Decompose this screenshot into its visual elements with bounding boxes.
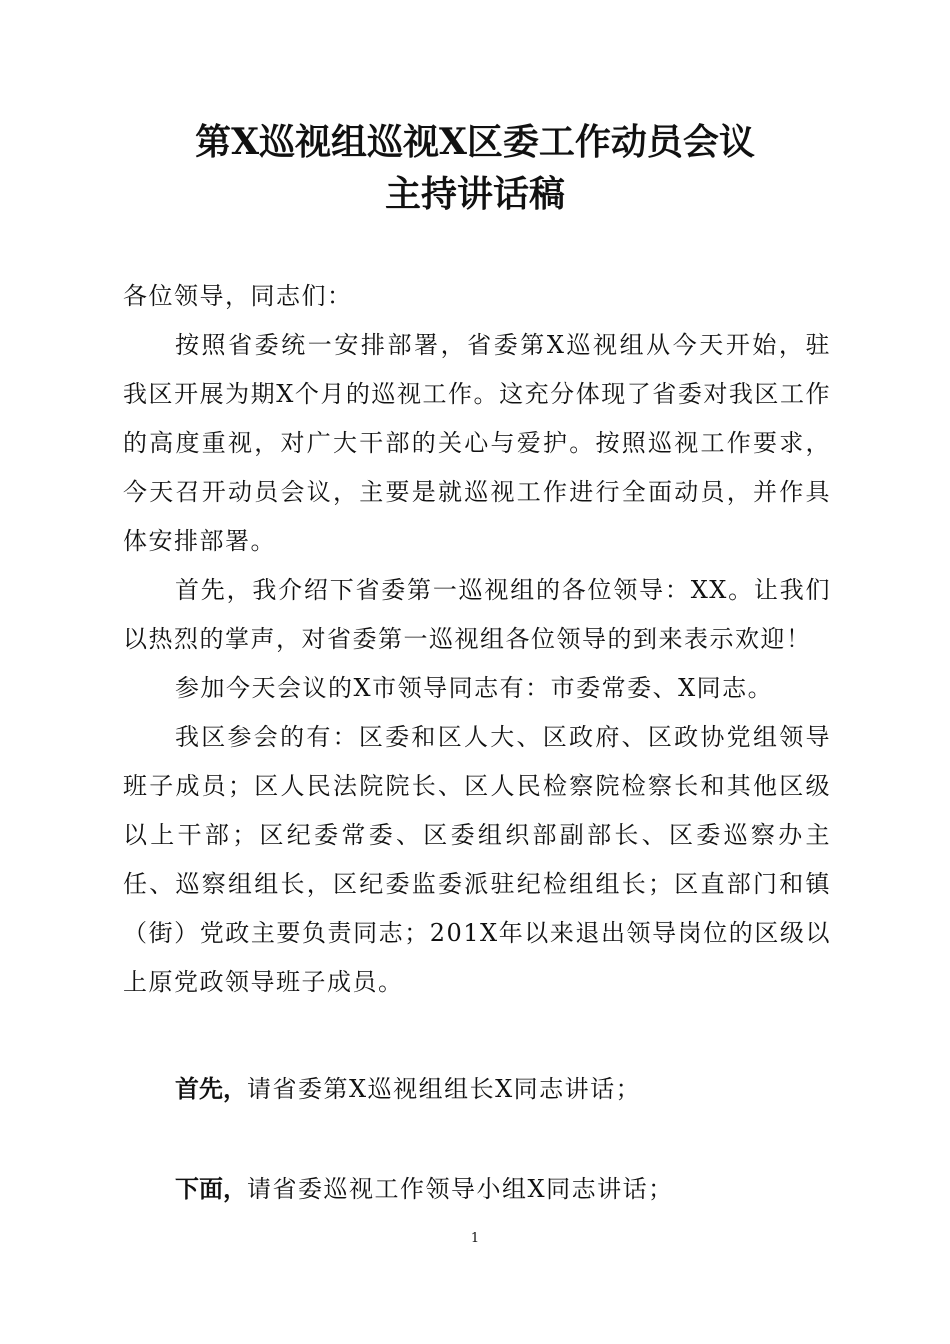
document-title (0, 116, 950, 220)
document-body (123, 272, 831, 1007)
procedure-item (175, 1069, 641, 1109)
procedure-item (175, 1169, 674, 1209)
page-number: 1 (470, 1231, 480, 1246)
paragraph-introduction: 首先，我介绍下省委第一巡视组的各位领导：XX。让我们以热烈的掌声，对省委第一巡视组各位领导的到来表示欢迎！ (123, 576, 831, 653)
procedure-text: 请省委第X巡视组组长X同志讲话； (247, 1075, 642, 1103)
title-line-2: 主持讲话稿 (384, 173, 565, 215)
procedure-lead: 下面， (175, 1175, 247, 1203)
paragraph-attendees: 我区参会的有：区委和区人大、区政府、区政协党组领导班子成员；区人民法院院长、区人民检察院检察长和其他区级以上干部；区纪委常委、区委组织部副部长、区委巡察办主任、巡察组组长，区纪委监委派驻纪检组组长；区直部门和镇（街）党政主要负责同志；201X年以来退出领导岗位的区级以上原党政领导班子成员。 (123, 723, 831, 996)
procedure-text: 请省委巡视工作领导小组X同志讲话； (247, 1175, 674, 1203)
procedure-lead: 首先， (175, 1075, 247, 1103)
paragraph-arrangement: 按照省委统一安排部署，省委第X巡视组从今天开始，驻我区开展为期X个月的巡视工作。这充分体现了省委对我区工作的高度重视，对广大干部的关心与爱护。按照巡视工作要求，今天召开动员会议，主要是就巡视工作进行全面动员，并作具体安排部署。 (123, 331, 831, 555)
title-line-1: 第X巡视组巡视X区委工作动员会议 (195, 121, 755, 163)
paragraph-city-leaders: 参加今天会议的X市领导同志有：市委常委、X同志。 (175, 674, 774, 702)
greeting: 各位领导，同志们： (123, 282, 353, 310)
